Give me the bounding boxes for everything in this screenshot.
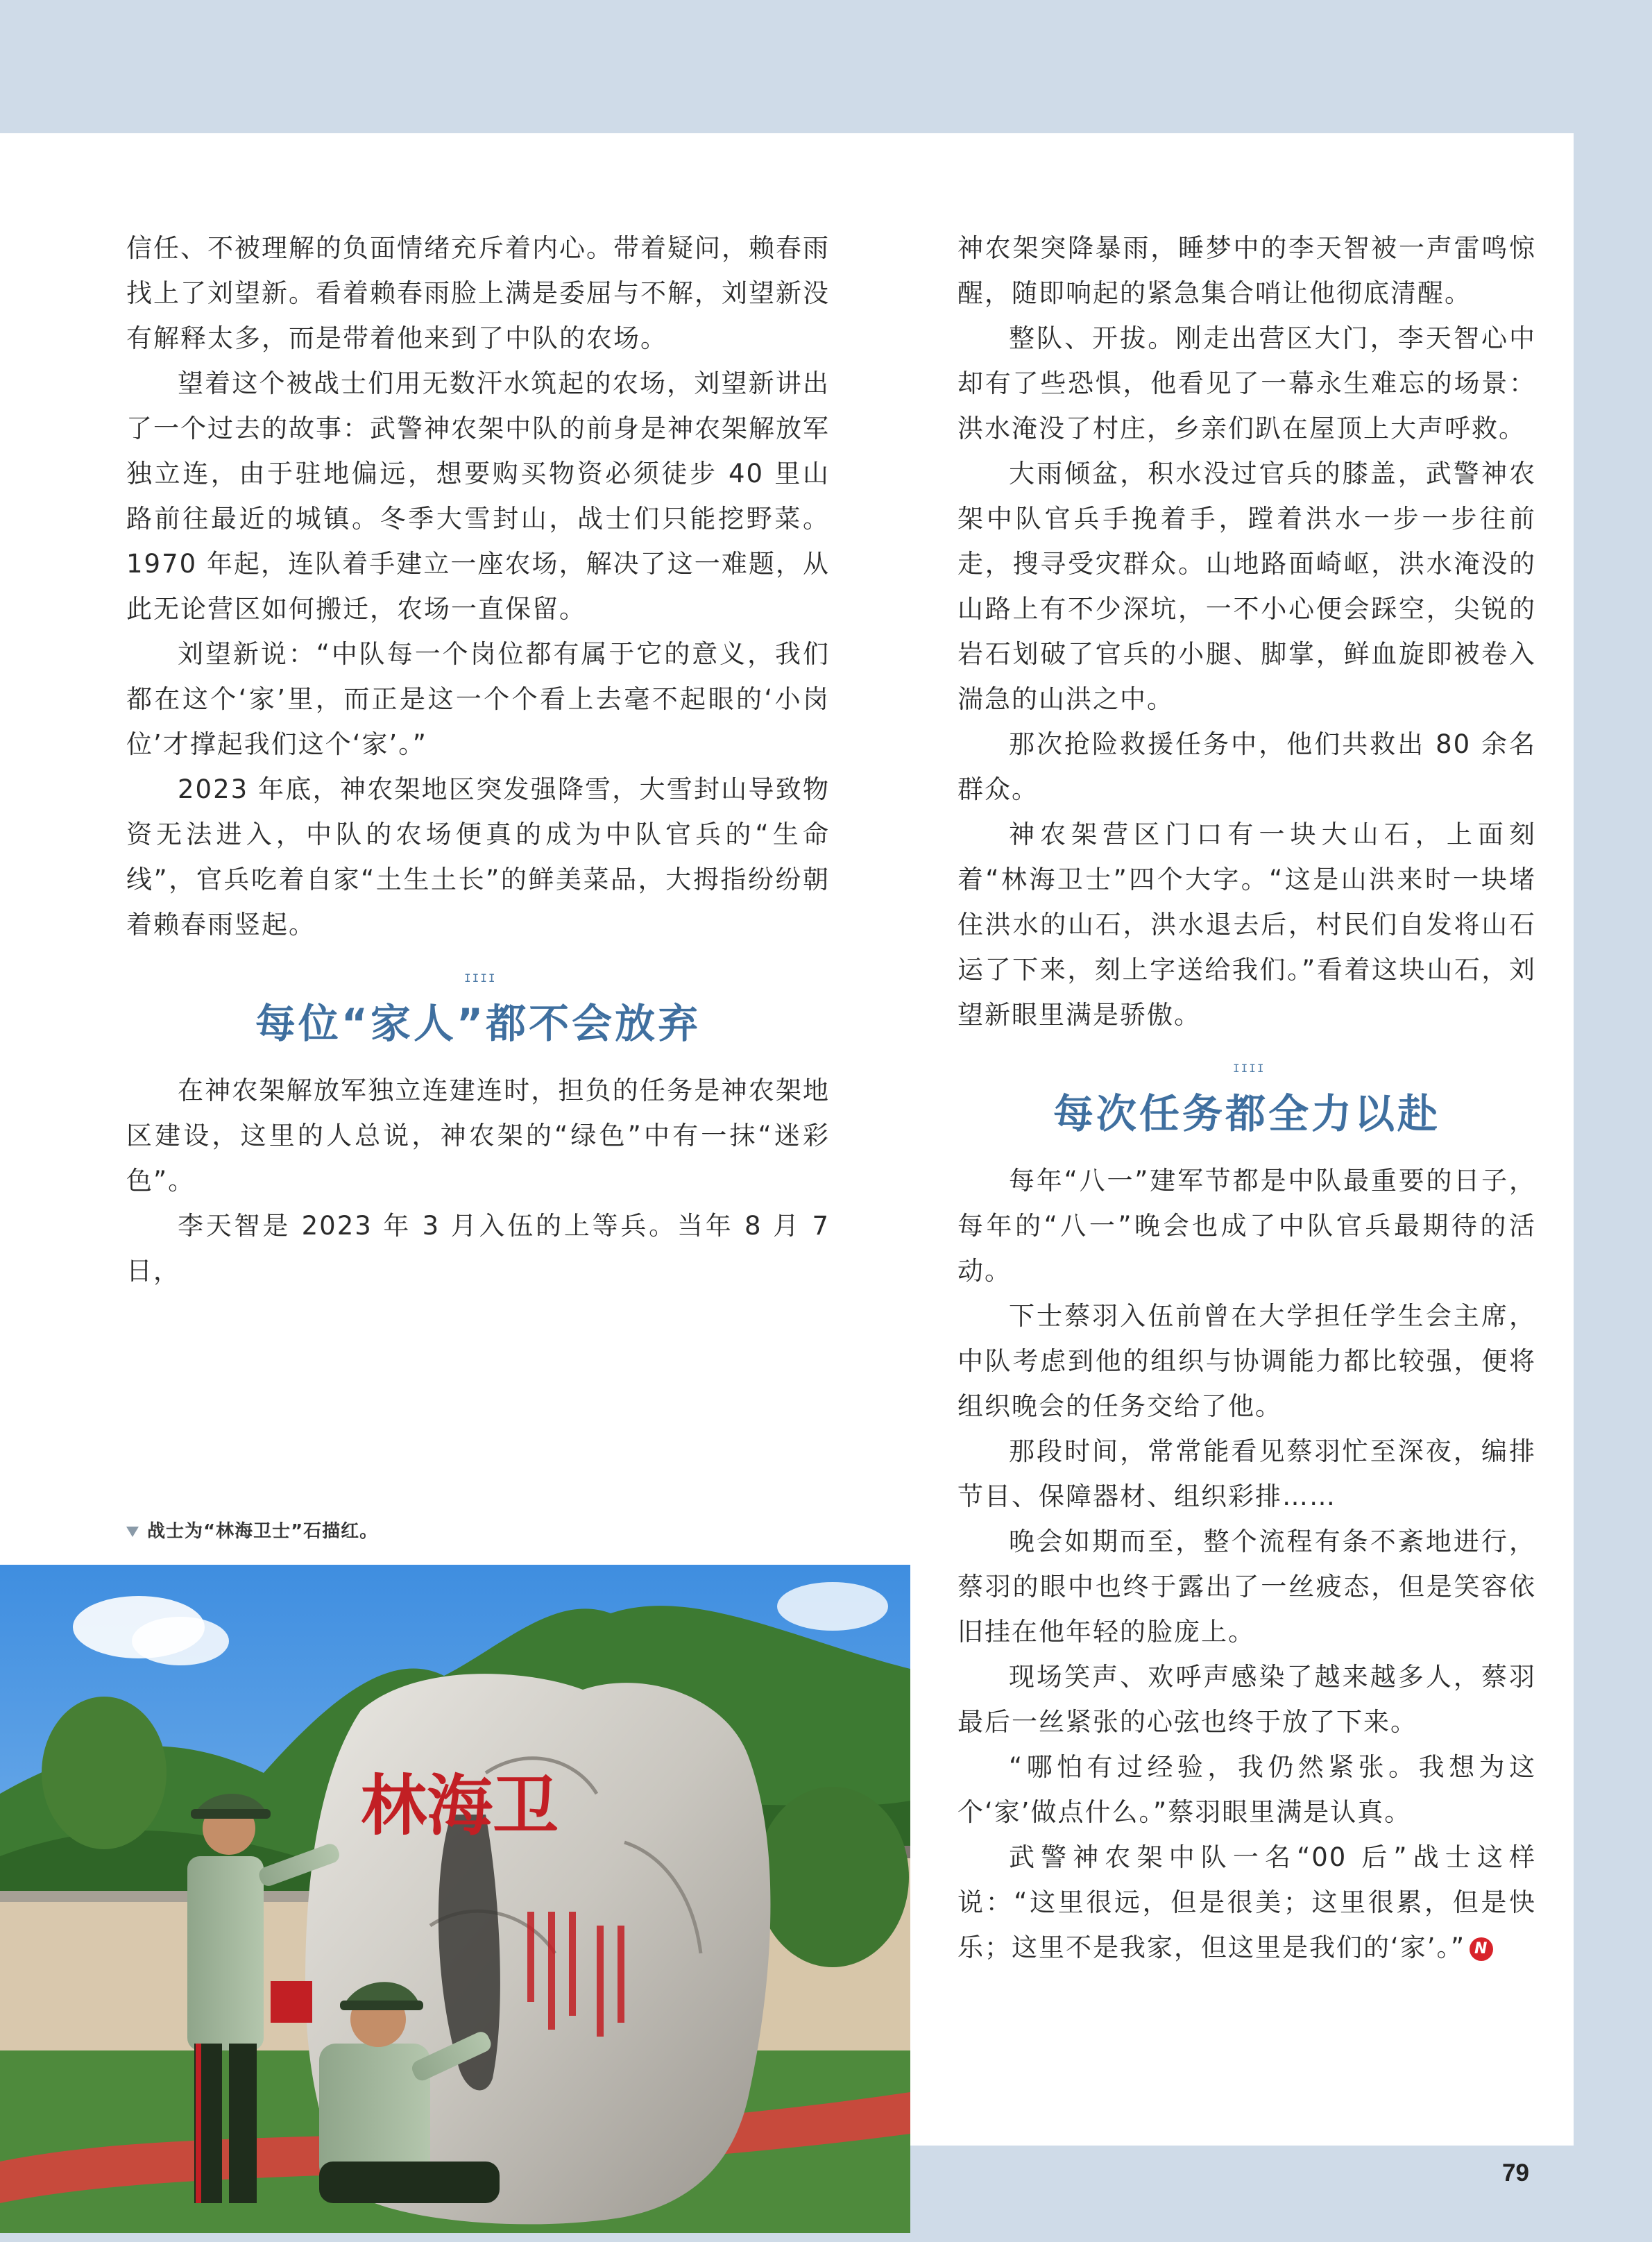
paragraph: 现场笑声、欢呼声感染了越来越多人，蔡羽最后一丝紧张的心弦也终于放了下来。 (957, 1662, 1536, 1737)
caption-text: 战士为“林海卫士”石描红。 (147, 1521, 379, 1542)
final-paragraph-text: 武警神农架中队一名“00 后”战士这样说：“这里很远，但是很美；这里很累，但是快乐；这里不是我家，但这里是我们的‘家’。” (957, 1842, 1536, 1962)
section-title: 每位“家人”都不会放弃 (255, 1000, 701, 1047)
paragraph: 神农架突降暴雨，睡梦中的李天智被一声雷鸣惊醒，随即响起的紧急集合哨让他彻底清醒。 (957, 233, 1536, 308)
paragraph: “哪怕有过经验，我仍然紧张。我想为这个‘家’做点什么。”蔡羽眼里满是认真。 (957, 1752, 1536, 1827)
paragraph: 每年“八一”建军节都是中队最重要的日子，每年的“八一”晚会也成了中队官兵最期待的活动。 (957, 1166, 1536, 1286)
paragraph: 那次抢险救援任务中，他们共救出 80 余名群众。 (957, 729, 1536, 804)
paragraph: 信任、不被理解的负面情绪充斥着内心。带着疑问，赖春雨找上了刘望新。看着赖春雨脸上满是委屈与不解，刘望新没有解释太多，而是带着他来到了中队的农场。 (126, 233, 830, 353)
paragraph: 神农架营区门口有一块大山石，上面刻着“林海卫士”四个大字。“这是山洪来时一块堵住洪水的山石，洪水退去后，村民们自发将山石运了下来，刻上字送给我们。”看着这块山石，刘望新眼里满是骄傲。 (957, 819, 1536, 1030)
photo-illustration (0, 1565, 910, 2233)
paragraph: 2023 年底，神农架地区突发强降雪，大雪封山导致物资无法进入，中队的农场便真的成为中队官兵的“生命线”，官兵吃着自家“土生土长”的鲜美菜品，大拇指纷纷朝着赖春雨竖起。 (126, 774, 830, 940)
caption-triangle-icon (126, 1527, 139, 1537)
end-mark-icon: N (1470, 1937, 1493, 1961)
stone-char-1: 林海卫 (361, 1767, 559, 1844)
section-title: 每次任务都全力以赴 (1053, 1090, 1440, 1137)
section-heading (957, 1064, 1536, 1141)
paragraph: 在神农架解放军独立连建连时，担负的任务是神农架地区建设，这里的人总说，神农架的“绿色”中有一抹“迷彩色”。 (126, 1076, 830, 1196)
paragraph: 大雨倾盆，积水没过官兵的膝盖，武警神农架中队官兵手挽着手，蹚着洪水一步一步往前走，搜寻受灾群众。山地路面崎岖，洪水淹没的山路上有不少深坑，一不小心便会踩空，尖锐的岩石划破了官兵的小腿、脚掌，鲜血旋即被卷入湍急的山洪之中。 (957, 459, 1536, 714)
paragraph: 那段时间，常常能看见蔡羽忙至深夜，编排节目、保障器材、组织彩排…… (957, 1436, 1536, 1511)
paragraph: 整队、开拔。刚走出营区大门，李天智心中却有了些恐惧，他看见了一幕永生难忘的场景：洪水淹没了村庄，乡亲们趴在屋顶上大声呼救。 (957, 323, 1536, 443)
page-number: 79 (1502, 2159, 1529, 2186)
paragraph: 下士蔡羽入伍前曾在大学担任学生会主席，中队考虑到他的组织与协调能力都比较强，便将组织晚会的任务交给了他。 (957, 1301, 1536, 1421)
photo (0, 1565, 910, 2233)
page (0, 133, 1574, 2146)
right-column (957, 226, 1536, 1970)
photo-caption (126, 1518, 378, 1545)
left-column (126, 226, 830, 1293)
section-ornament: IIII (464, 971, 497, 985)
paragraph: 晚会如期而至，整个流程有条不紊地进行，蔡羽的眼中也终于露出了一丝疲态，但是笑容依旧挂在他年轻的脸庞上。 (957, 1527, 1536, 1647)
section-ornament: IIII (1233, 1062, 1266, 1075)
paragraph (957, 1835, 1536, 1970)
paragraph: 李天智是 2023 年 3 月入伍的上等兵。当年 8 月 7 日， (126, 1211, 830, 1286)
paragraph: 望着这个被战士们用无数汗水筑起的农场，刘望新讲出了一个过去的故事：武警神农架中队的前身是神农架解放军独立连，由于驻地偏远，想要购买物资必须徒步 40 里山路前往最近的城镇。冬季大雪封山，战士们只能挖野菜。1970 年起，连队着手建立一座农场，解决了这一难题，从此无论营区如何搬迁，农场一直保留。 (126, 368, 830, 624)
paragraph: 刘望新说：“中队每一个岗位都有属于它的意义，我们都在这个‘家’里，而正是这一个个看上去毫不起眼的‘小岗位’才撑起我们这个‘家’。” (126, 639, 830, 759)
section-heading (126, 971, 830, 1051)
